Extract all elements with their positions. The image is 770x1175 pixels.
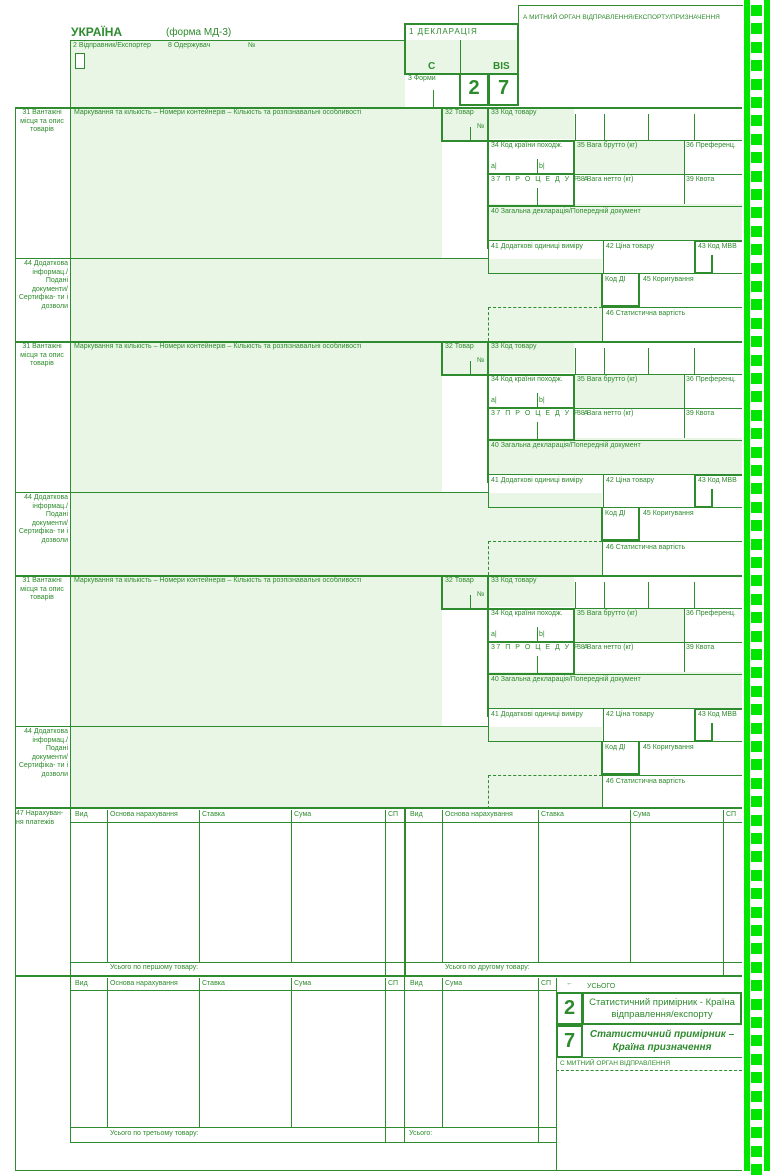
payments-sp-4: СП	[541, 980, 552, 987]
mvv-code-label-1: 43 Код МВВ	[698, 243, 737, 250]
gross-weight-label-3: 35 Вага брутто (кг)	[577, 610, 638, 617]
quota-label-1: 39 Квота	[686, 176, 715, 183]
goods-no-label-2: 32 Товар	[445, 343, 474, 350]
adjustment-label-3: 45 Коригування	[643, 744, 694, 751]
preference-label-1: 36 Преференц.	[686, 142, 736, 149]
additional-info-label-2: 44 Додаткова інформац./ Подані документи/ Сертифіка- ти і дозволи	[18, 494, 68, 544]
goods-no-sign-3: №	[477, 591, 485, 598]
gross-weight-label-1: 35 Вага брутто (кг)	[577, 142, 638, 149]
sheet-number-b: 7	[497, 77, 510, 99]
units-label-3: 41 Додаткові одиниці виміру	[491, 711, 583, 718]
copy-2-text: Статистичний примірник - Країна відправлення/експорту	[589, 997, 735, 1020]
code-di-label-3: Код ДІ	[605, 744, 626, 751]
origin-label-3: 34 Код країни походж.	[491, 610, 563, 617]
net-weight-label-1: 38 Вага нетто (кг)	[577, 176, 634, 183]
preference-label-2: 36 Преференц.	[686, 376, 736, 383]
copy-7-text: Статистичний примірник – Країна призначення	[589, 1029, 735, 1053]
marks-label-2: Маркування та кількість – Номери контейнерів – Кількість та розпізнавальні особливості	[74, 343, 362, 350]
page-title: УКРАЇНА	[71, 25, 123, 39]
payments-sum-4: Сума	[445, 980, 463, 987]
packages-label-1: 31 Вантажні місця та опис товарів	[20, 109, 64, 133]
forms-label: 3 Форми	[408, 75, 436, 82]
price-label-2: 42 Ціна товару	[606, 477, 655, 484]
gross-weight-label-2: 35 Вага брутто (кг)	[577, 376, 638, 383]
payments-sum-1: Сума	[294, 811, 312, 818]
previous-doc-label-1: 40 Загальна декларація/Попередній документ	[491, 208, 641, 215]
procedure-label-1: 37 П Р О Ц Е Д У Р А	[491, 176, 590, 183]
stat-value-label-1: 46 Статистична вартість	[606, 310, 686, 317]
additional-info-field-3[interactable]	[70, 727, 602, 809]
payments-base-1: Основа нарахування	[110, 811, 178, 818]
mvv-code-label-3: 43 Код МВВ	[698, 711, 737, 718]
net-weight-label-2: 38 Вага нетто (кг)	[577, 410, 634, 417]
payments-total-3: Усього по третьому товару:	[110, 1130, 199, 1137]
goods-no-label-3: 32 Товар	[445, 577, 474, 584]
payments-base-3: Основа нарахування	[110, 980, 178, 987]
grand-total-label: УСЬОГО	[587, 983, 616, 990]
origin-a-2: a|	[491, 397, 497, 404]
payments-rate-1: Ставка	[202, 811, 225, 818]
payments-base-2: Основа нарахування	[445, 811, 513, 818]
net-weight-label-3: 38 Вага нетто (кг)	[577, 644, 634, 651]
units-label-2: 41 Додаткові одиниці виміру	[491, 477, 583, 484]
goods-no-sign-2: №	[477, 357, 485, 364]
packages-label-2: 31 Вантажні місця та опис товарів	[20, 343, 64, 367]
payments-sp-1: СП	[388, 811, 399, 818]
adjustment-label-1: 45 Коригування	[643, 276, 694, 283]
form-label: (форма МД-3)	[166, 27, 232, 38]
payments-type-2: Вид	[410, 811, 423, 818]
origin-a-3: a|	[491, 631, 497, 638]
adjustment-label-2: 45 Коригування	[643, 510, 694, 517]
copy-7-number: 7	[563, 1030, 576, 1052]
declaration-label: 1 ДЕКЛАРАЦІЯ	[409, 27, 478, 36]
grand-total-arrow: ←	[566, 980, 573, 987]
sheet-number-a: 2	[468, 77, 480, 99]
goods-code-label-1: 33 Код товару	[491, 109, 537, 116]
customs-departure-label: С МИТНИЙ ОРГАН ВІДПРАВЛЕННЯ	[560, 1060, 671, 1067]
declaration-c: C	[428, 61, 436, 72]
tractor-feed-strip	[744, 0, 770, 1171]
payments-total-1: Усього по першому товару:	[110, 964, 199, 971]
payments-sum-2: Сума	[633, 811, 651, 818]
previous-doc-label-2: 40 Загальна декларація/Попередній документ	[491, 442, 641, 449]
number-label: №	[248, 42, 256, 49]
payments-total-2: Усього по другому товару:	[445, 964, 530, 971]
payments-sum-3: Сума	[294, 980, 312, 987]
payments-rate-2: Ставка	[541, 811, 564, 818]
goods-no-label-1: 32 Товар	[445, 109, 474, 116]
payments-rate-3: Ставка	[202, 980, 225, 987]
additional-info-label-3: 44 Додаткова інформац./ Подані документи/ Сертифіка- ти і дозволи	[18, 728, 68, 778]
origin-label-2: 34 Код країни походж.	[491, 376, 563, 383]
sender-label: 2 Відправник/Експортер	[73, 42, 151, 49]
goods-description-field-2[interactable]	[70, 342, 442, 492]
receiver-label: 8 Одержувач	[168, 42, 211, 49]
goods-code-label-2: 33 Код товару	[491, 343, 537, 350]
goods-description-field-3[interactable]	[70, 576, 442, 726]
payments-type-3: Вид	[75, 980, 88, 987]
stat-value-label-3: 46 Статистична вартість	[606, 778, 686, 785]
additional-info-label-1: 44 Додаткова інформац./ Подані документи/ Сертифіка- ти і дозволи	[18, 260, 68, 310]
price-label-1: 42 Ціна товару	[606, 243, 655, 250]
goods-code-label-3: 33 Код товару	[491, 577, 537, 584]
origin-b-1: b|	[539, 163, 545, 170]
goods-no-sign-1: №	[477, 123, 485, 130]
declaration-bis: BIS	[493, 61, 510, 72]
stat-value-label-2: 46 Статистична вартість	[606, 544, 686, 551]
procedure-label-2: 37 П Р О Ц Е Д У Р А	[491, 410, 590, 417]
packages-label-3: 31 Вантажні місця та опис товарів	[20, 577, 64, 601]
origin-b-3: b|	[539, 631, 545, 638]
price-label-3: 42 Ціна товару	[606, 711, 655, 718]
sender-checkbox[interactable]	[75, 53, 85, 69]
additional-info-field-1[interactable]	[70, 259, 602, 341]
sender-field-bg[interactable]	[70, 40, 405, 107]
origin-a-1: a|	[491, 163, 497, 170]
payments-sp-3: СП	[388, 980, 399, 987]
code-di-label-2: Код ДІ	[605, 510, 626, 517]
copy-2-number: 2	[563, 997, 576, 1019]
payments-title: 47 Нарахуван- ня платежів	[16, 810, 64, 826]
goods-description-field-1[interactable]	[70, 108, 442, 258]
origin-b-2: b|	[539, 397, 545, 404]
code-di-label-1: Код ДІ	[605, 276, 626, 283]
mvv-code-label-2: 43 Код МВВ	[698, 477, 737, 484]
customs-office-label: А МИТНИЙ ОРГАН ВІДПРАВЛЕННЯ/ЕКСПОРТУ/ПРИЗНАЧЕННЯ	[523, 14, 720, 21]
preference-label-3: 36 Преференц.	[686, 610, 736, 617]
quota-label-2: 39 Квота	[686, 410, 715, 417]
payments-type-4: Вид	[410, 980, 423, 987]
payments-total-4: Усього:	[409, 1130, 433, 1137]
marks-label-1: Маркування та кількість – Номери контейнерів – Кількість та розпізнавальні особливості	[74, 109, 362, 116]
payments-sp-2: СП	[726, 811, 737, 818]
units-label-1: 41 Додаткові одиниці виміру	[491, 243, 583, 250]
payments-type-1: Вид	[75, 811, 88, 818]
additional-info-field-2[interactable]	[70, 493, 602, 575]
origin-label-1: 34 Код країни походж.	[491, 142, 563, 149]
quota-label-3: 39 Квота	[686, 644, 715, 651]
previous-doc-label-3: 40 Загальна декларація/Попередній документ	[491, 676, 641, 683]
procedure-label-3: 37 П Р О Ц Е Д У Р А	[491, 644, 590, 651]
marks-label-3: Маркування та кількість – Номери контейнерів – Кількість та розпізнавальні особливості	[74, 577, 362, 584]
